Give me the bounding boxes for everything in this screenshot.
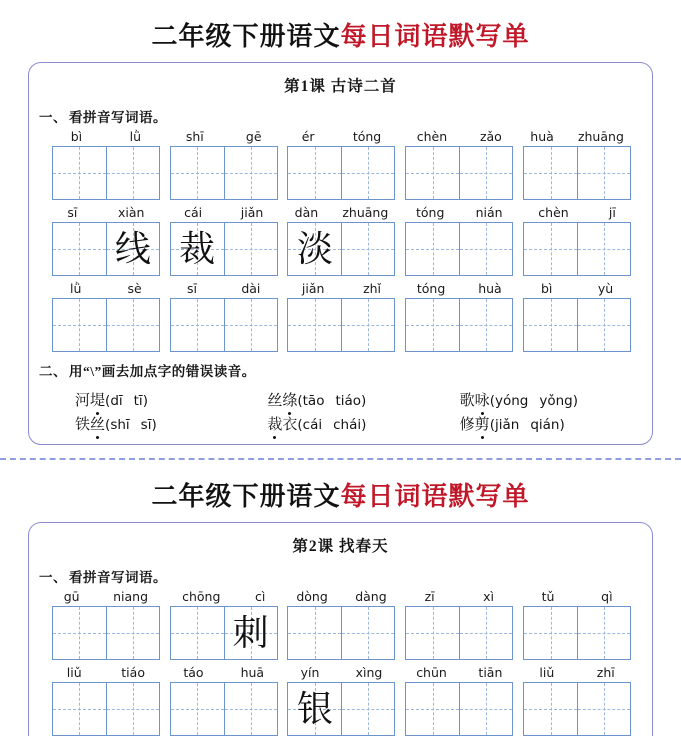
written-character	[171, 607, 224, 659]
tianzige-box[interactable]	[170, 146, 278, 200]
tianzige-cell[interactable]	[171, 223, 224, 275]
written-character: 线	[114, 229, 151, 269]
pinyin-syllable-2: niang	[113, 589, 149, 604]
tianzige-cell[interactable]	[406, 607, 459, 659]
reading-options[interactable]: (tāo tiáo)	[297, 393, 367, 409]
tianzige-cell[interactable]	[459, 683, 512, 735]
tianzige-cell[interactable]	[459, 607, 512, 659]
pinyin-syllable-2: tiān	[478, 665, 503, 680]
pinyin-syllable-2: zhuāng	[342, 205, 389, 220]
written-character	[342, 223, 394, 275]
reading-option-1[interactable]: jiǎn	[494, 417, 520, 433]
tianzige-cell[interactable]	[459, 299, 512, 351]
word-cell	[518, 281, 636, 352]
tianzige-cell[interactable]	[53, 223, 106, 275]
pinyin-syllable-2: jiǎn	[240, 205, 264, 220]
written-character	[288, 607, 341, 659]
pinyin-label	[518, 665, 636, 682]
pinyin-grid-row	[29, 205, 652, 276]
pinyin-syllable-2: lǜ	[129, 129, 142, 144]
reading-word-dotted: 剪	[475, 413, 490, 434]
tianzige-cell[interactable]	[171, 683, 224, 735]
tianzige-cell[interactable]	[577, 607, 630, 659]
tianzige-cell[interactable]	[524, 299, 577, 351]
tianzige-cell[interactable]	[288, 607, 341, 659]
pinyin-label	[47, 129, 165, 146]
written-character	[578, 683, 630, 735]
reading-option-1[interactable]: tāo	[302, 393, 325, 409]
tianzige-cell[interactable]	[288, 683, 341, 735]
tianzige-cell[interactable]	[106, 683, 159, 735]
tianzige-cell[interactable]	[341, 299, 394, 351]
pinyin-syllable-2: xiàn	[118, 205, 145, 220]
reading-choice-item[interactable]	[75, 389, 267, 410]
word-cell	[165, 281, 283, 352]
written-character	[53, 607, 106, 659]
written-character	[171, 147, 224, 199]
written-character	[53, 299, 106, 351]
pinyin-syllable-1: chūn	[416, 665, 447, 680]
pinyin-label	[165, 665, 283, 682]
lesson-title-2: 第2课 找春天	[292, 538, 389, 555]
pinyin-syllable-1: gū	[63, 589, 80, 604]
tianzige-cell[interactable]	[406, 299, 459, 351]
written-character	[460, 223, 512, 275]
written-character	[406, 683, 459, 735]
pinyin-syllable-1: sī	[67, 205, 78, 220]
written-character	[342, 607, 394, 659]
pinyin-label	[165, 205, 283, 222]
pinyin-syllable-1: tóng	[416, 281, 446, 296]
pinyin-syllable-2: nián	[475, 205, 503, 220]
tianzige-cell[interactable]	[288, 299, 341, 351]
written-character	[460, 683, 512, 735]
written-character	[578, 147, 630, 199]
written-character	[524, 147, 577, 199]
sheet-title-black-2: 二年级下册语文	[151, 482, 341, 511]
tianzige-cell[interactable]	[406, 223, 459, 275]
tianzige-cell[interactable]	[224, 147, 277, 199]
pinyin-syllable-2: dài	[241, 281, 261, 296]
written-character	[225, 683, 277, 735]
reading-word-dotted: 堤	[90, 389, 105, 410]
tianzige-cell[interactable]	[106, 299, 159, 351]
tianzige-cell[interactable]	[524, 147, 577, 199]
tianzige-cell[interactable]	[288, 147, 341, 199]
pinyin-label	[47, 589, 165, 606]
pinyin-syllable-2: huà	[478, 281, 502, 296]
tianzige-box[interactable]	[287, 682, 395, 736]
written-character	[225, 223, 277, 275]
written-character	[342, 147, 394, 199]
pinyin-grid-row	[29, 129, 652, 200]
written-character	[460, 607, 512, 659]
written-character	[524, 223, 577, 275]
written-character	[578, 299, 630, 351]
reading-choice-item[interactable]	[267, 389, 459, 410]
reading-choice-row	[29, 413, 652, 434]
tianzige-box[interactable]	[287, 606, 395, 660]
exercise-1-number: 一、	[39, 110, 67, 125]
pinyin-syllable-2: yù	[597, 281, 614, 296]
written-character	[107, 147, 159, 199]
pinyin-label	[518, 205, 636, 222]
pinyin-syllable-2: zǎo	[479, 129, 502, 144]
pinyin-grid-row	[29, 589, 652, 660]
pinyin-syllable-1: yín	[300, 665, 320, 680]
tianzige-box[interactable]	[52, 682, 160, 736]
tianzige-box[interactable]	[52, 606, 160, 660]
lesson-title-1: 第1课 古诗二首	[284, 78, 397, 95]
lesson-card-2	[28, 522, 653, 736]
word-cell	[400, 589, 518, 660]
written-character	[288, 147, 341, 199]
pinyin-syllable-2: dàng	[355, 589, 387, 604]
reading-option-1[interactable]: shī	[110, 417, 130, 433]
tianzige-box[interactable]	[287, 222, 395, 276]
reading-word-dotted: 裁	[267, 413, 282, 434]
exercise-1-number-page2: 一、	[39, 570, 67, 585]
pinyin-syllable-1: jiǎn	[301, 281, 325, 296]
lesson-card-1	[28, 62, 653, 445]
tianzige-box[interactable]	[170, 298, 278, 352]
pinyin-label	[400, 129, 518, 146]
tianzige-box[interactable]	[170, 222, 278, 276]
reading-options[interactable]: (dī tī)	[105, 393, 148, 409]
tianzige-box[interactable]	[405, 222, 513, 276]
written-character	[406, 299, 459, 351]
reading-word-prefix: 河	[75, 393, 91, 409]
pinyin-syllable-1: liǔ	[539, 665, 555, 680]
reading-word-prefix: 铁	[75, 417, 91, 433]
written-character	[524, 299, 577, 351]
tianzige-cell[interactable]	[53, 299, 106, 351]
pinyin-syllable-1: cái	[184, 205, 203, 220]
reading-word-dotted: 绦	[282, 389, 297, 410]
tianzige-cell[interactable]	[106, 147, 159, 199]
exercise-1-heading	[29, 104, 652, 129]
reading-choice-item[interactable]	[460, 413, 652, 434]
pinyin-label	[47, 665, 165, 682]
pinyin-label	[518, 281, 636, 298]
pinyin-syllable-1: chōng	[182, 589, 221, 604]
written-character	[53, 683, 106, 735]
written-character	[171, 299, 224, 351]
tianzige-cell[interactable]	[577, 683, 630, 735]
pinyin-syllable-1: huà	[530, 129, 554, 144]
word-cell	[47, 129, 165, 200]
written-character	[171, 683, 224, 735]
pinyin-syllable-1: dàn	[294, 205, 319, 220]
pinyin-syllable-2: zhǐ	[363, 281, 382, 296]
word-cell	[518, 205, 636, 276]
word-cell	[47, 281, 165, 352]
reading-options[interactable]: (shī sī)	[105, 417, 157, 433]
word-cell	[400, 281, 518, 352]
tianzige-box[interactable]	[287, 146, 395, 200]
written-character	[578, 607, 630, 659]
written-character	[460, 299, 512, 351]
word-cell	[400, 205, 518, 276]
written-character	[406, 607, 459, 659]
pinyin-grid-row	[29, 665, 652, 736]
worksheet-page-2	[0, 460, 681, 736]
tianzige-cell[interactable]	[459, 223, 512, 275]
written-character	[53, 147, 106, 199]
reading-options[interactable]: (cái chái)	[297, 417, 367, 433]
pinyin-label	[400, 281, 518, 298]
written-character	[460, 147, 512, 199]
written-character: 裁	[179, 229, 216, 269]
tianzige-cell[interactable]	[224, 223, 277, 275]
tianzige-cell[interactable]	[577, 299, 630, 351]
tianzige-box[interactable]	[52, 146, 160, 200]
written-character	[225, 147, 277, 199]
tianzige-cell[interactable]	[53, 683, 106, 735]
reading-choice-item[interactable]	[267, 413, 459, 434]
word-cell	[165, 129, 283, 200]
tianzige-box[interactable]	[523, 682, 631, 736]
reading-choice-item[interactable]	[460, 389, 652, 410]
word-cell	[518, 665, 636, 736]
tianzige-cell[interactable]	[53, 147, 106, 199]
tianzige-cell[interactable]	[171, 299, 224, 351]
tianzige-box[interactable]	[52, 222, 160, 276]
word-cell	[165, 589, 283, 660]
sheet-title-black-1: 二年级下册语文	[151, 22, 341, 51]
pinyin-syllable-1: chèn	[416, 129, 448, 144]
tianzige-box[interactable]	[405, 606, 513, 660]
tianzige-box[interactable]	[170, 606, 278, 660]
word-cell	[518, 129, 636, 200]
pinyin-syllable-1: táo	[183, 665, 204, 680]
pinyin-grid-row	[29, 281, 652, 352]
tianzige-box[interactable]	[523, 606, 631, 660]
tianzige-cell[interactable]	[459, 147, 512, 199]
pinyin-label	[283, 281, 401, 298]
reading-word-prefix: 歌	[459, 393, 475, 409]
pinyin-syllable-1: sī	[186, 281, 197, 296]
word-cell	[283, 665, 401, 736]
tianzige-box[interactable]	[405, 146, 513, 200]
tianzige-cell[interactable]	[224, 683, 277, 735]
word-cell	[283, 129, 401, 200]
written-character	[406, 223, 459, 275]
tianzige-cell[interactable]	[106, 607, 159, 659]
tianzige-cell[interactable]	[171, 147, 224, 199]
reading-option-2[interactable]: sī	[140, 417, 152, 433]
tianzige-box[interactable]	[523, 222, 631, 276]
written-character	[53, 223, 106, 275]
tianzige-cell[interactable]	[224, 299, 277, 351]
pinyin-label	[165, 281, 283, 298]
pinyin-syllable-1: dòng	[296, 589, 328, 604]
written-character	[107, 299, 159, 351]
pinyin-label	[400, 205, 518, 222]
sheet-title-1	[0, 0, 681, 62]
reading-options[interactable]: (yóng yǒng)	[489, 393, 578, 409]
reading-option-2[interactable]: chái	[333, 417, 362, 433]
tianzige-cell[interactable]	[341, 607, 394, 659]
tianzige-cell[interactable]	[524, 223, 577, 275]
pinyin-syllable-2: tiáo	[121, 665, 145, 680]
pinyin-syllable-2: xìng	[355, 665, 383, 680]
tianzige-cell[interactable]	[171, 607, 224, 659]
written-character	[524, 683, 577, 735]
pinyin-syllable-2: cì	[254, 589, 266, 604]
word-cell	[283, 589, 401, 660]
tianzige-cell[interactable]	[524, 683, 577, 735]
written-character	[578, 223, 630, 275]
word-cell	[400, 129, 518, 200]
tianzige-box[interactable]	[52, 298, 160, 352]
exercise-2-text: 用“\”画去加点字的错误读音。	[69, 364, 256, 379]
reading-option-2[interactable]: tiáo	[335, 393, 362, 409]
pinyin-syllable-2: qì	[601, 589, 613, 604]
pinyin-syllable-1: tóng	[415, 205, 445, 220]
word-cell	[165, 665, 283, 736]
word-cell	[47, 589, 165, 660]
written-character	[225, 299, 277, 351]
reading-word-prefix: 丝	[267, 393, 283, 409]
word-cell	[283, 281, 401, 352]
reading-word-prefix: 修	[459, 417, 475, 433]
reading-option-2[interactable]: tī	[133, 393, 143, 409]
tianzige-cell[interactable]	[224, 607, 277, 659]
reading-option-1[interactable]: yóng	[494, 393, 529, 409]
pinyin-label	[283, 589, 401, 606]
word-cell	[400, 665, 518, 736]
pinyin-label	[400, 589, 518, 606]
pinyin-label	[283, 129, 401, 146]
pinyin-syllable-1: liǔ	[66, 665, 82, 680]
pinyin-syllable-2: jī	[608, 205, 616, 220]
reading-option-1[interactable]: dī	[110, 393, 123, 409]
tianzige-cell[interactable]	[524, 607, 577, 659]
written-character: 银	[296, 689, 333, 729]
tianzige-cell[interactable]	[288, 223, 341, 275]
reading-choice-block	[29, 383, 652, 444]
reading-word-dotted: 丝	[90, 413, 105, 434]
pinyin-label	[283, 665, 401, 682]
tianzige-box[interactable]	[405, 298, 513, 352]
reading-choice-item[interactable]	[75, 413, 267, 434]
tianzige-cell[interactable]	[106, 223, 159, 275]
pinyin-syllable-1: shī	[185, 129, 204, 144]
sheet-title-red-1: 每日词语默写单	[340, 22, 530, 51]
tianzige-cell[interactable]	[577, 147, 630, 199]
pinyin-syllable-2: sè	[127, 281, 142, 296]
word-cell	[165, 205, 283, 276]
tianzige-box[interactable]	[405, 682, 513, 736]
written-character: 淡	[296, 229, 333, 269]
tianzige-cell[interactable]	[406, 147, 459, 199]
pinyin-syllable-1: bì	[70, 129, 83, 144]
reading-option-1[interactable]: cái	[302, 417, 323, 433]
written-character	[107, 683, 159, 735]
pinyin-label	[400, 665, 518, 682]
reading-options[interactable]: (jiǎn qián)	[489, 417, 565, 433]
tianzige-cell[interactable]	[577, 223, 630, 275]
written-character	[288, 299, 341, 351]
tianzige-cell[interactable]	[406, 683, 459, 735]
tianzige-cell[interactable]	[53, 607, 106, 659]
written-character: 刺	[232, 613, 269, 653]
reading-word-suffix: 衣	[282, 417, 298, 433]
pinyin-syllable-2: zhuāng	[577, 129, 624, 144]
pinyin-syllable-1: bì	[540, 281, 553, 296]
exercise-2-heading	[29, 352, 652, 383]
pinyin-label	[518, 129, 636, 146]
reading-option-2[interactable]: yǒng	[539, 393, 573, 409]
pinyin-syllable-1: chèn	[538, 205, 569, 220]
reading-choice-row	[29, 389, 652, 410]
exercise-1-heading-page2	[29, 564, 652, 589]
tianzige-box[interactable]	[170, 682, 278, 736]
word-cell	[518, 589, 636, 660]
pinyin-syllable-1: tǔ	[541, 589, 555, 604]
pinyin-syllable-1: ér	[301, 129, 315, 144]
pinyin-syllable-2: tóng	[352, 129, 382, 144]
pinyin-syllable-2: xì	[483, 589, 494, 604]
written-character	[107, 607, 159, 659]
word-cell	[47, 665, 165, 736]
pinyin-syllable-2: huā	[240, 665, 265, 680]
written-character	[342, 683, 394, 735]
tianzige-cell[interactable]	[341, 683, 394, 735]
tianzige-box[interactable]	[523, 146, 631, 200]
sheet-title-2	[0, 460, 681, 522]
pinyin-syllable-1: lǜ	[70, 281, 82, 296]
written-character	[406, 147, 459, 199]
pinyin-syllable-2: gē	[245, 129, 262, 144]
pinyin-syllable-2: zhī	[596, 665, 615, 680]
word-cell	[283, 205, 401, 276]
written-character	[524, 607, 577, 659]
word-cell	[47, 205, 165, 276]
tianzige-box[interactable]	[287, 298, 395, 352]
exercise-1-text: 看拼音写词语。	[69, 110, 167, 125]
tianzige-cell[interactable]	[341, 147, 394, 199]
written-character	[342, 299, 394, 351]
reading-option-2[interactable]: qián	[530, 417, 560, 433]
reading-word-dotted: 咏	[475, 389, 490, 410]
pinyin-label	[518, 589, 636, 606]
pinyin-label	[283, 205, 401, 222]
tianzige-cell[interactable]	[341, 223, 394, 275]
exercise-2-number: 二、	[39, 364, 67, 379]
pinyin-label	[47, 281, 165, 298]
tianzige-box[interactable]	[523, 298, 631, 352]
exercise-1-text-page2: 看拼音写词语。	[69, 570, 167, 585]
pinyin-label	[47, 205, 165, 222]
pinyin-label	[165, 129, 283, 146]
pinyin-label	[165, 589, 283, 606]
pinyin-syllable-1: zī	[424, 589, 435, 604]
sheet-title-red-2: 每日词语默写单	[340, 482, 530, 511]
